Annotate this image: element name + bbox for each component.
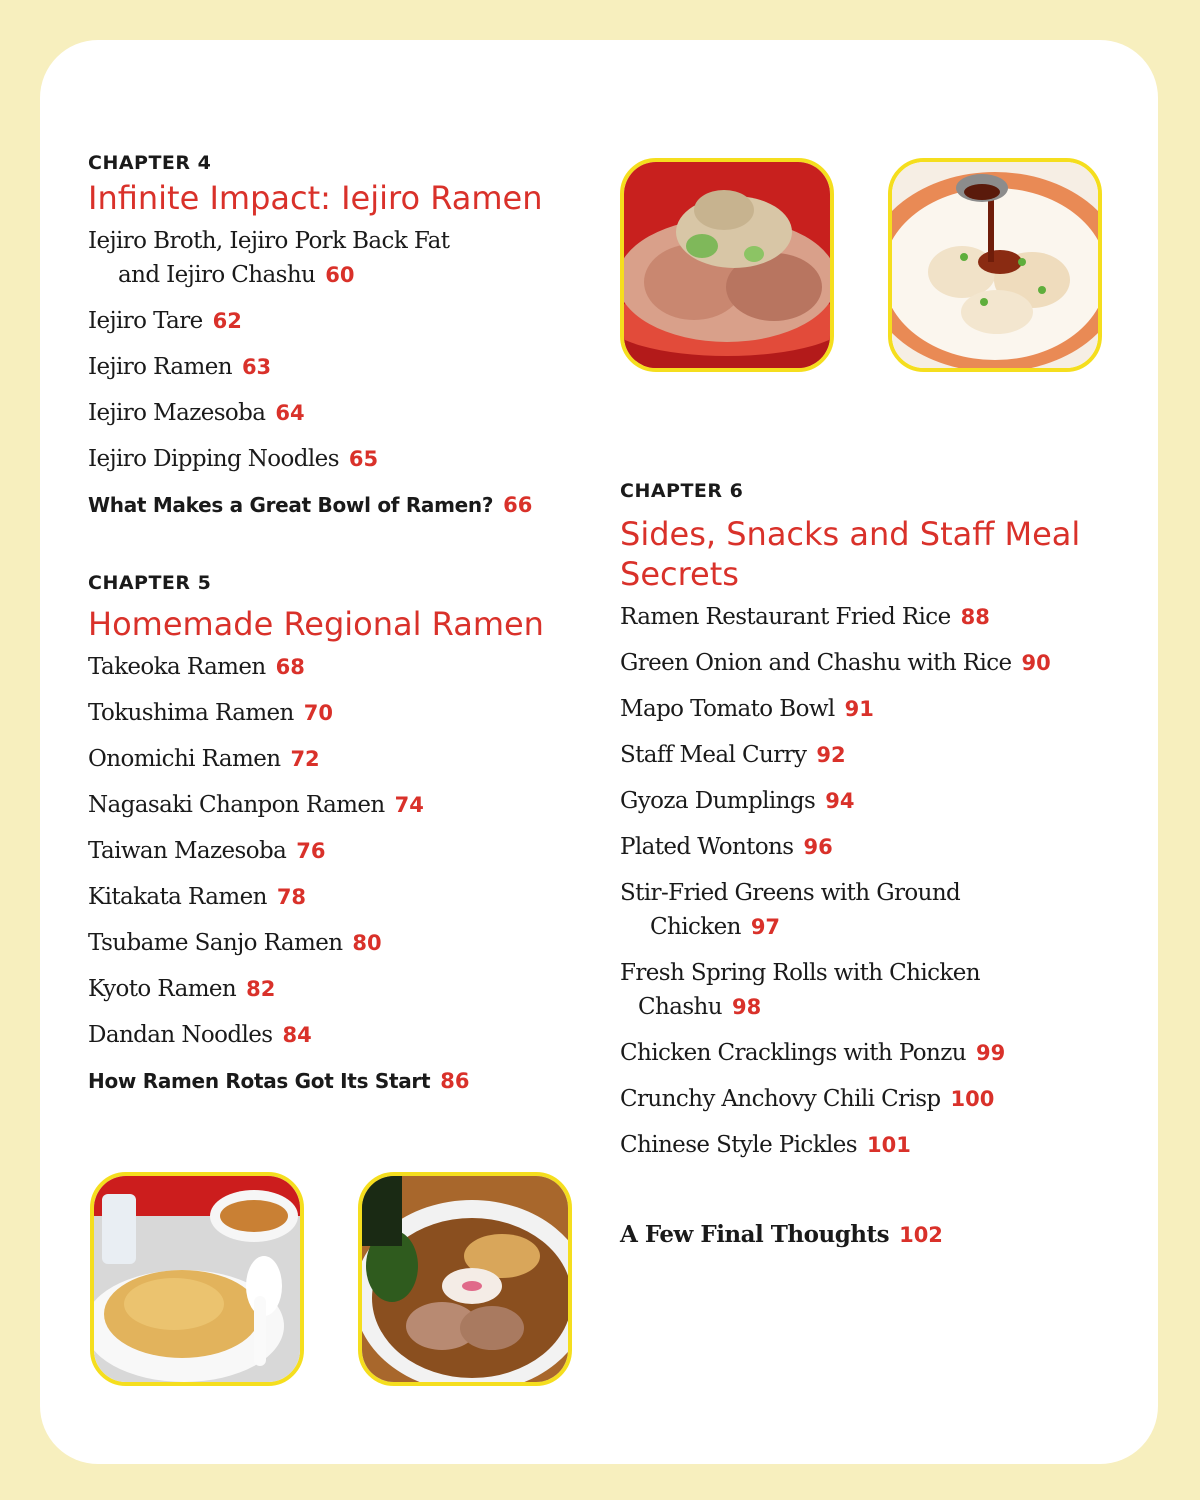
- entry-title: Dandan Noodles: [88, 1022, 273, 1048]
- entry-page-number: 99: [975, 1041, 1006, 1065]
- entry-page-number: 68: [275, 655, 305, 679]
- entry-page-number: 101: [867, 1133, 911, 1157]
- toc-entry[interactable]: [88, 696, 588, 730]
- toc-entry[interactable]: [88, 1018, 588, 1052]
- entry-title: Nagasaki Chanpon Ramen: [88, 792, 385, 818]
- entry-page-number: 63: [241, 355, 272, 379]
- toc-entry[interactable]: [620, 830, 1140, 864]
- entry-title: Plated Wontons: [620, 834, 794, 860]
- toc-entry[interactable]: [88, 304, 588, 338]
- entry-page-number: 82: [246, 977, 276, 1001]
- entry-page-number: 88: [960, 605, 990, 629]
- chapter-4-section: [88, 152, 588, 522]
- entry-title-line1: Fresh Spring Rolls with Chicken: [620, 960, 980, 986]
- entry-title: Iejiro Dipping Noodles: [88, 446, 339, 472]
- chapter-4-title: Infinite Impact: Iejiro Ramen: [88, 179, 543, 217]
- toc-entry[interactable]: [88, 396, 588, 430]
- entry-page-number: 72: [290, 747, 320, 771]
- toc-entry[interactable]: [88, 650, 588, 684]
- toc-entry[interactable]: [620, 1082, 1140, 1116]
- entry-title: Iejiro Mazesoba: [88, 400, 266, 426]
- entry-title: Tsubame Sanjo Ramen: [88, 930, 343, 956]
- entry-title: Takeoka Ramen: [88, 654, 266, 680]
- pork-bowl-photo: [620, 158, 834, 372]
- entry-page-number: 84: [282, 1023, 312, 1047]
- entry-page-number: 60: [325, 263, 355, 287]
- entry-title-line2: Chashu: [638, 994, 722, 1020]
- entry-title: Iejiro Tare: [88, 308, 203, 334]
- entry-title: Iejiro Ramen: [88, 354, 232, 380]
- toc-entry[interactable]: [620, 600, 1140, 634]
- chapter-5-title: Homemade Regional Ramen: [88, 605, 544, 643]
- toc-left-column: [88, 152, 588, 1110]
- entry-page-number: 94: [825, 789, 855, 813]
- entry-title: Gyoza Dumplings: [620, 788, 816, 814]
- chapter-6-section: [620, 480, 1140, 1162]
- entry-page-number: 74: [394, 793, 424, 817]
- entry-page-number: 92: [816, 743, 846, 767]
- entry-title-line2: and Iejiro Chashu: [118, 262, 316, 288]
- entry-page-number: 78: [276, 885, 307, 909]
- entry-page-number: 66: [503, 493, 533, 517]
- toc-entry[interactable]: [620, 784, 1140, 818]
- chapter-5-section: [88, 572, 588, 1098]
- toc-entry[interactable]: [620, 1036, 1140, 1070]
- toc-entry[interactable]: [88, 224, 588, 292]
- entry-title: Onomichi Ramen: [88, 746, 281, 772]
- toc-entry[interactable]: [88, 972, 588, 1006]
- entry-title: Chinese Style Pickles: [620, 1132, 858, 1158]
- ramen-bowl-photo: [358, 1172, 572, 1386]
- toc-entry[interactable]: [620, 876, 1140, 944]
- chapter-4-label: CHAPTER 4: [88, 152, 212, 174]
- toc-entry[interactable]: [620, 646, 1140, 680]
- feature-title: What Makes a Great Bowl of Ramen?: [88, 493, 494, 517]
- entry-page-number: 90: [1021, 651, 1051, 675]
- entry-page-number: 91: [844, 697, 874, 721]
- chapter-6-title: Sides, Snacks and Staff Meal Secrets: [620, 515, 1081, 593]
- final-thoughts-entry[interactable]: [620, 1218, 1140, 1252]
- entry-title: Crunchy Anchovy Chili Crisp: [620, 1086, 941, 1112]
- entry-page-number: 80: [352, 931, 382, 955]
- toc-entry[interactable]: [88, 834, 588, 868]
- toc-entry[interactable]: [88, 788, 588, 822]
- entry-title: Kyoto Ramen: [88, 976, 237, 1002]
- toc-feature-entry[interactable]: [88, 488, 588, 522]
- chapter-6-label: CHAPTER 6: [620, 480, 744, 502]
- entry-title-line1: Stir-Fried Greens with Ground: [620, 880, 961, 906]
- entry-page-number: 100: [950, 1087, 995, 1111]
- toc-entry[interactable]: [88, 742, 588, 776]
- final-thoughts-title: A Few Final Thoughts: [620, 1221, 890, 1248]
- entry-title: Chicken Cracklings with Ponzu: [620, 1040, 966, 1066]
- toc-entry[interactable]: [620, 1128, 1140, 1162]
- entry-page-number: 97: [750, 915, 781, 939]
- fried-rice-photo: [90, 1172, 304, 1386]
- entry-title-line2: Chicken: [650, 914, 741, 940]
- toc-entry[interactable]: [620, 738, 1140, 772]
- entry-title: Mapo Tomato Bowl: [620, 696, 835, 722]
- toc-right-column: [620, 480, 1140, 1252]
- feature-title: How Ramen Rotas Got Its Start: [88, 1069, 431, 1093]
- toc-entry[interactable]: [88, 926, 588, 960]
- entry-page-number: 98: [731, 995, 762, 1019]
- entry-title-line1: Iejiro Broth, Iejiro Pork Back Fat: [88, 228, 450, 254]
- entry-title: Taiwan Mazesoba: [88, 838, 287, 864]
- toc-entry[interactable]: [88, 350, 588, 384]
- entry-page-number: 102: [899, 1223, 943, 1247]
- entry-title: Ramen Restaurant Fried Rice: [620, 604, 951, 630]
- entry-page-number: 62: [212, 309, 242, 333]
- entry-page-number: 64: [275, 401, 305, 425]
- entry-page-number: 96: [803, 835, 833, 859]
- entry-title: Staff Meal Curry: [620, 742, 807, 768]
- toc-entry[interactable]: [620, 692, 1140, 726]
- entry-title: Green Onion and Chashu with Rice: [620, 650, 1012, 676]
- entry-page-number: 76: [296, 839, 326, 863]
- entry-page-number: 65: [348, 447, 379, 471]
- chapter-5-label: CHAPTER 5: [88, 572, 212, 594]
- entry-page-number: 86: [440, 1069, 470, 1093]
- toc-entry[interactable]: [88, 880, 588, 914]
- toc-feature-entry[interactable]: [88, 1064, 588, 1098]
- entry-title: Tokushima Ramen: [88, 700, 294, 726]
- entry-title: Kitakata Ramen: [88, 884, 267, 910]
- toc-entry[interactable]: [88, 442, 588, 476]
- wontons-photo: [888, 158, 1102, 372]
- toc-entry[interactable]: [620, 956, 1140, 1024]
- entry-page-number: 70: [303, 701, 333, 725]
